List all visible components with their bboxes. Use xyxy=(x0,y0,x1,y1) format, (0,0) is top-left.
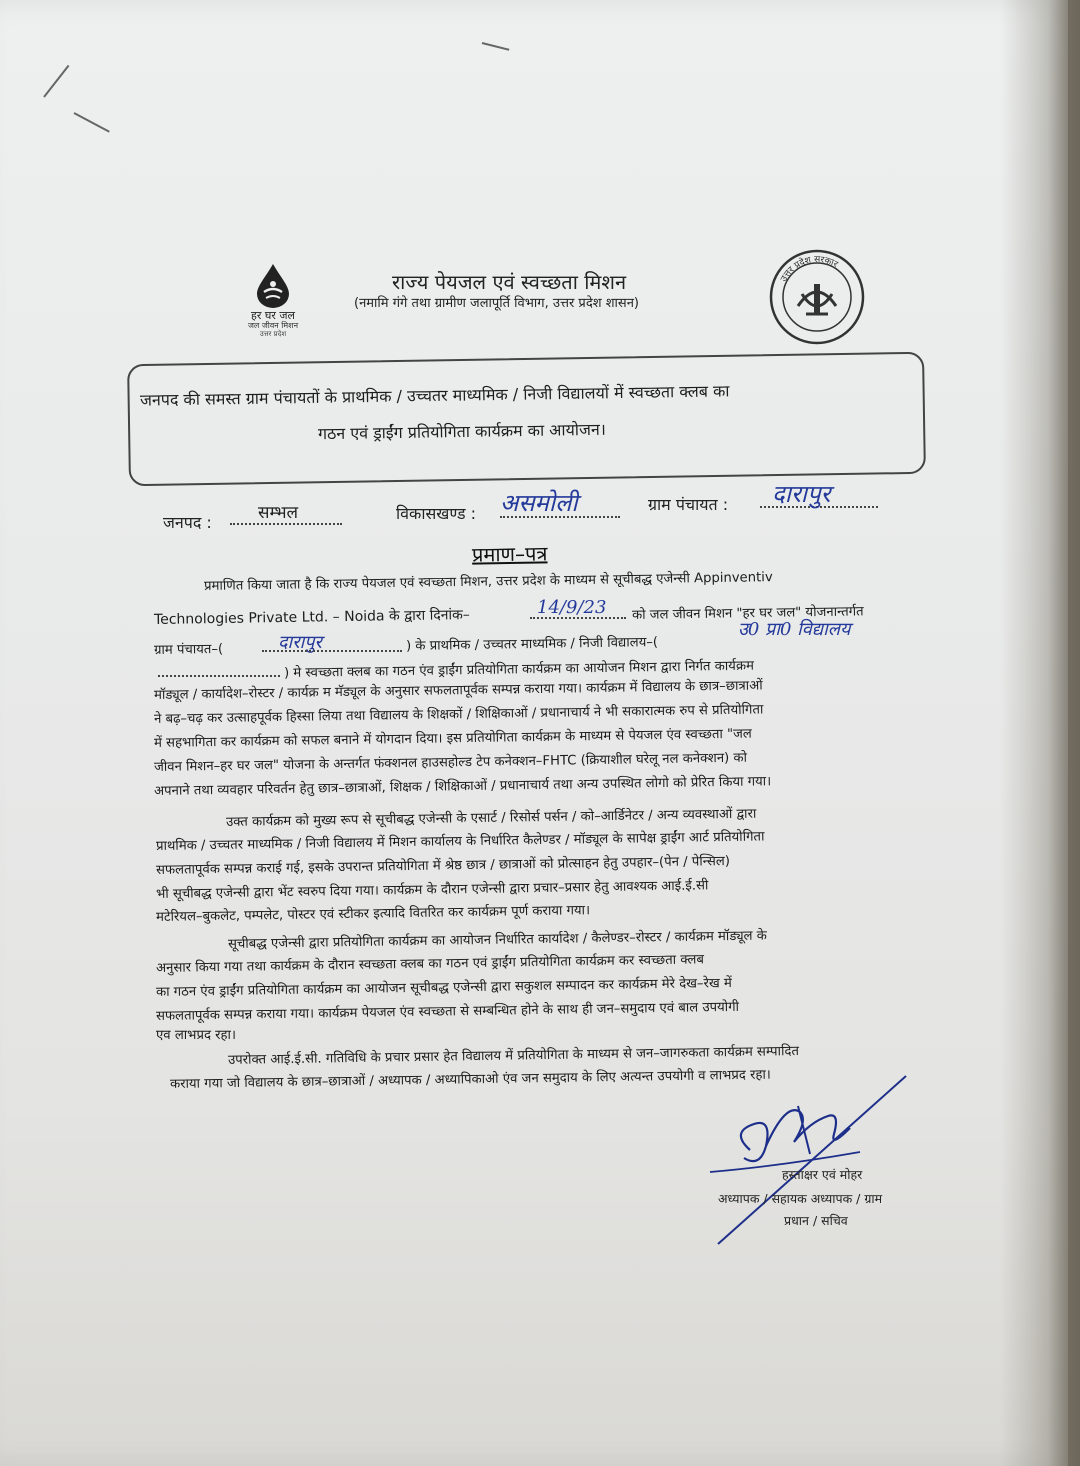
gram-panchayat-handwritten: दारापुर xyxy=(278,632,322,653)
body-line: का गठन एंव ड्राईंग प्रतियोगिता कार्यक्रम का आयोजन सूचीबद्ध एजेन्सी द्वारा सकुशल सम्पादन कर कार्यक्रम मेरे देख–रेख में xyxy=(155,975,732,1000)
body-line: अनुसार किया गया तथा कार्यक्रम के दौरान स्वच्छता क्लब का गठन एवं ड्राईंग प्रतियोगिता कार्यक्रम कर स्वच्छता क्लब xyxy=(155,952,705,976)
body-line: प्राथमिक / उच्चतर माध्यमिक / निजी विद्यालय में मिशन कार्यालय के निर्धारित कैलेण्डर / मॉड्यूल के सापेक्ष ड्राईंग आर्ट प्रतियोगिता xyxy=(155,829,765,854)
gram-panchayat-underline xyxy=(262,650,402,652)
body-line: ) मे स्वच्छता क्लब का गठन एंव ड्राईंग प्रतियोगिता कार्यक्रम का आयोजन मिशन द्वारा निर्गत कार्यक्रम xyxy=(283,658,755,681)
body-line: भी सूचीबद्ध एजेन्सी द्वारा भेंट स्वरुप दिया गया। कार्यक्रम के दौरान एजेन्सी द्वारा प्रचार–प्रसार हेतु आवश्यक आई.ई.सी xyxy=(155,878,709,902)
subject-line-2: गठन एवं ड्राईंग प्रतियोगिता कार्यक्रम का आयोजन। xyxy=(317,419,606,444)
date-underline xyxy=(530,617,626,619)
body-line: कराया गया जो विद्यालय के छात्र–छात्राओं / अध्यापक / अध्यापिकाओ एंव जन समुदाय के लिए अत्यन्त उपयोगी व लाभप्रद रहा। xyxy=(169,1067,772,1092)
signature-designation-2: प्रधान / सचिव xyxy=(784,1213,848,1228)
header-subtitle: (नमामि गंगे तथा ग्रामीण जलापूर्ति विभाग, उत्तर प्रदेश शासन) xyxy=(354,296,639,311)
svg-text:उत्तर प्रदेश सरकार: उत्तर प्रदेश सरकार xyxy=(779,254,840,284)
har-ghar-jal-logo: हर घर जल जल जीवन मिशन उत्तर प्रदेश xyxy=(228,262,318,346)
certificate-title: प्रमाण–पत्र xyxy=(471,541,548,567)
body-line: उपरोक्त आई.ई.सी. गतिविधि के प्रचार प्रसार हेत विद्यालय में प्रतियोगिता के माध्यम से जन–जागरुकता कार्यक्रम सम्पादित xyxy=(227,1044,800,1068)
date-handwritten: 14/9/23 xyxy=(537,597,607,618)
body-line: मटेरियल–बुकलेट, पम्पलेट, पोस्टर एवं स्टीकर इत्यादि वितरित कर कार्यक्रम पूर्ण कराया गया। xyxy=(155,903,591,925)
body-line: ) के प्राथमिक / उच्चतर माध्यमिक / निजी विद्यालय–( xyxy=(405,635,659,654)
body-line: उक्त कार्यक्रम को मुख्य रूप से सूचीबद्ध एजेन्सी के एसार्ट / रिसोर्स पर्सन / को–आर्डिनेटर / अन्य व्यवस्थाओं द्वारा xyxy=(225,806,757,830)
district-underline xyxy=(230,523,342,525)
body-line: Technologies Private Ltd. – Noida के द्वारा दिनांक– xyxy=(153,607,471,628)
body-line: मॉड्यूल / कार्यादेश–रोस्टर / कार्यक्र म मॅड्यूल के अनुसार सफलतापूर्वक सम्पन्न कराया गया। कार्यक्रम में विद्यालय के छात्र–छात्राओं xyxy=(153,678,763,703)
body-line: अपनाने तथा व्यवहार परिवर्तन हेतु छात्र–छात्राओं, शिक्षक / शिक्षिकाओं / प्रधानाचार्य तथा अन्य उपस्थित लोगो को प्रेरित किया गया। xyxy=(153,774,772,799)
signature-designation: अध्यापक / सहायक अध्यापक / ग्राम xyxy=(718,1191,883,1206)
up-government-emblem xyxy=(768,248,866,346)
district-label: जनपद : xyxy=(163,513,212,532)
district-value: सम्भल xyxy=(258,503,299,523)
body-line: जीवन मिशन–हर घर जल" योजना के अन्तर्गत फंक्शनल हाउसहोल्ड टेप कनेक्शन–FHTC (क्रियाशील घरेलू नल कनेक्शन) को xyxy=(153,750,748,775)
block-label: विकासखण्ड : xyxy=(396,504,477,523)
school-handwritten: उ0 प्रा0 विद्यालय xyxy=(738,619,851,640)
body-line: सूचीबद्ध एजेन्सी द्वारा प्रतियोगिता कार्यक्रम का आयोजन निर्धारित कार्यादेश / कैलेण्डर–रोस्टर / कार्यक्रम मॉड्यूल के xyxy=(227,928,767,952)
body-line: प्रमाणित किया जाता है कि राज्य पेयजल एवं स्वच्छता मिशन, उत्तर प्रदेश के माध्यम से सूचीबद्ध एजेन्सी Appinventiv xyxy=(203,570,773,594)
body-line: एव लाभप्रद रहा। xyxy=(156,1028,236,1043)
signature-caption: हस्ताक्षर एवं मोहर xyxy=(782,1167,863,1182)
body-line: ग्राम पंचायत–( xyxy=(153,641,224,658)
body-line: ने बढ़–चढ़ कर उत्साहपूर्वक हिस्सा लिया तथा विद्यालय के शिक्षकों / शिक्षिकाओं / प्रधानाचार्य ने भी सकारात्मक रुप से प्रतियोगिता xyxy=(153,702,764,727)
body-line: सफलतापूर्वक सम्पन्न कराई गई, इसके उपरान्त प्रतियोगिता में श्रेष्ठ छात्र / छात्राओं को प्रोत्साहन हेतु उपहार–(पेन / पेन्सिल) xyxy=(155,853,731,878)
panchayat-value-handwritten: दारापुर xyxy=(772,480,831,508)
school-underline xyxy=(158,675,280,677)
body-line: में सहभागिता कर कार्यक्रम को सफल बनाने में योगदान दिया। इस प्रतियोगिता कार्यक्रम के माध्यम से पेयजल एंव स्वच्छता "जल xyxy=(153,726,752,751)
panchayat-label: ग्राम पंचायत : xyxy=(648,495,729,514)
page-edge-shadow xyxy=(1000,0,1080,1466)
subject-line-1: जनपद की समस्त ग्राम पंचायतों के प्राथमिक / उच्चतर माध्यमिक / निजी विद्यालयों में स्वच्छता क्लब का xyxy=(139,381,730,410)
water-drop-icon xyxy=(253,262,293,310)
body-line: सफलतापूर्वक सम्पन्न कराया गया। कार्यक्रम पेयजल एंव स्वच्छता से सम्बन्धित होने के साथ ही जन–समुदाय एवं बाल उपयोगी xyxy=(155,999,740,1024)
body-line: को जल जीवन मिशन "हर घर जल" योजनान्तर्गत xyxy=(631,604,864,623)
block-value-handwritten: असमोली xyxy=(500,489,578,517)
header-title: राज्य पेयजल एवं स्वच्छता मिशन xyxy=(392,270,627,294)
